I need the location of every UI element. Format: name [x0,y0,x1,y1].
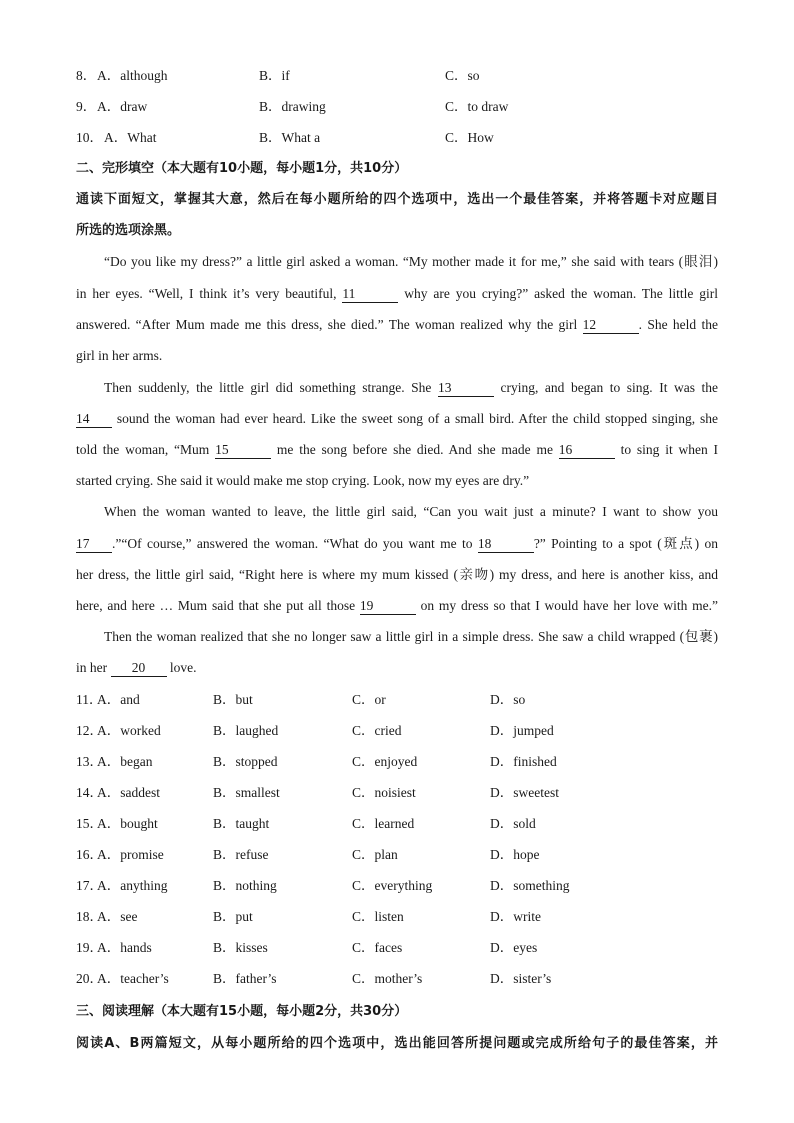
question-number: 10． [76,130,103,145]
question-number: 16． [76,847,103,862]
option-a: A．and [97,692,140,707]
option-b: B．What a [259,130,321,145]
option-b: B．drawing [259,99,326,114]
option-d: D．finished [490,754,557,769]
section-instructions: 所选的选项涂黑。 [76,223,181,238]
option-d: D．sold [490,816,536,831]
option-b: B．laughed [213,723,279,738]
option-d: D．write [490,909,541,924]
option-d: D．jumped [490,723,554,738]
option-a: A．What [104,130,157,145]
passage-line: started crying. She said it would make me stop crying. Look, now my eyes are dry.” [76,473,530,488]
option-c: C．so [445,68,480,83]
passage-line: 14 sound the woman had ever heard. Like the sweet song of a small bird. After the child stopped singing, she [76,411,718,426]
option-d: D．eyes [490,940,538,955]
option-b: B．taught [213,816,270,831]
option-c: C．plan [352,847,398,862]
question-number: 15． [76,816,103,831]
blank-18: 18 [478,536,534,553]
passage-line: 17 .”“Of course,” answered the woman. “What do you want me to 18 ?” Pointing to a spot (斑点) on [76,536,719,551]
option-a: A．hands [97,940,152,955]
blank-12: 12 [583,317,639,334]
option-a: A．worked [97,723,161,738]
option-a: A．teacher’s [97,971,169,986]
option-a: A．anything [97,878,168,893]
passage-line: answered. “After Mum made me this dress, she died.” The woman realized why the girl 12 . She held the [76,317,718,332]
option-b: B．put [213,909,253,924]
option-c: C．noisiest [352,785,416,800]
option-a: A．began [97,754,153,769]
section-heading: 二、完形填空（本大题有10小题，每小题1分，共10分） [76,161,408,176]
option-b: B．smallest [213,785,280,800]
passage-line: Then the woman realized that she no longer saw a little girl in a simple dress. She saw a child wrapped (包裹) [104,629,718,644]
option-a: A．see [97,909,138,924]
passage-line: told the woman, “Mum 15 me the song before she died. And she made me 16 to sing it when I [76,442,719,457]
section-instructions: 阅读A、B两篇短文，从每小题所给的四个选项中，选出能回答所提问题或完成所给句子的最佳答案，并 [76,1036,718,1051]
option-b: B．but [213,692,253,707]
question-number: 9． [76,99,97,114]
option-a: A．saddest [97,785,160,800]
option-a: A．bought [97,816,158,831]
option-a: A．draw [97,99,148,114]
option-c: C．enjoyed [352,754,418,769]
option-c: C．to draw [445,99,509,114]
option-d: D．so [490,692,526,707]
option-d: D．sweetest [490,785,559,800]
question-number: 11． [76,692,103,707]
option-c: C．learned [352,816,415,831]
blank-19: 19 [360,598,416,615]
blank-14: 14 [76,411,112,428]
passage-line: girl in her arms. [76,348,163,363]
passage-line: in her 20 love. [76,660,197,675]
option-a: A．although [97,68,168,83]
blank-17: 17 [76,536,112,553]
passage-line: her dress, the little girl said, “Right here is where my mum kissed (亲吻) my dress, and here is another kiss, and [76,567,718,582]
option-b: B．father’s [213,971,277,986]
question-number: 8． [76,68,97,83]
passage-line: “Do you like my dress?” a little girl asked a woman. “My mother made it for me,” she said with tears (眼泪) [104,254,718,269]
option-b: B．refuse [213,847,269,862]
passage-line: in her eyes. “Well, I think it’s very beautiful, 11 why are you crying?” asked the woman. The little girl [76,286,718,301]
option-c: C．cried [352,723,402,738]
question-number: 18． [76,909,103,924]
option-c: C．or [352,692,386,707]
passage-line: When the woman wanted to leave, the little girl said, “Can you wait just a minute? I want to show you [104,504,718,519]
option-a: A．promise [97,847,164,862]
option-b: B．if [259,68,290,83]
section-heading: 三、阅读理解（本大题有15小题，每小题2分，共30分） [76,1004,408,1019]
passage-line: here, and here … Mum said that she put all those 19 on my dress so that I would have her love with me.” [76,598,718,613]
option-d: D．something [490,878,570,893]
option-d: D．hope [490,847,540,862]
option-b: B．nothing [213,878,277,893]
option-c: C．mother’s [352,971,423,986]
blank-20: 20 [111,660,167,677]
option-b: B．kisses [213,940,268,955]
section-instructions: 通读下面短文，掌握其大意，然后在每小题所给的四个选项中，选出一个最佳答案，并将答题卡对应题目 [76,192,718,207]
blank-15: 15 [215,442,271,459]
question-number: 17． [76,878,103,893]
question-number: 14． [76,785,103,800]
blank-11: 11 [342,286,398,303]
blank-16: 16 [559,442,615,459]
question-number: 13． [76,754,103,769]
question-number: 12． [76,723,103,738]
question-number: 20． [76,971,103,986]
option-d: D．sister’s [490,971,552,986]
option-c: C．listen [352,909,404,924]
question-number: 19． [76,940,103,955]
option-b: B．stopped [213,754,278,769]
blank-13: 13 [438,380,494,397]
option-c: C．everything [352,878,433,893]
option-c: C．faces [352,940,403,955]
passage-line: Then suddenly, the little girl did something strange. She 13 crying, and began to sing. It was the [104,380,719,395]
option-c: C．How [445,130,494,145]
